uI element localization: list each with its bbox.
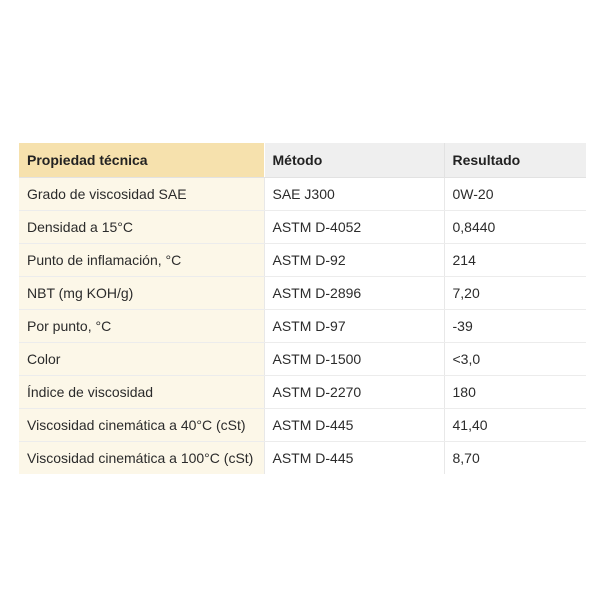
cell-method: ASTM D-1500 <box>264 342 444 375</box>
cell-method: ASTM D-445 <box>264 408 444 441</box>
cell-method: ASTM D-2270 <box>264 375 444 408</box>
cell-result: 8,70 <box>452 449 480 466</box>
cell-result: 41,40 <box>444 408 586 441</box>
table-row <box>19 375 586 408</box>
cell-method: ASTM D-4052 <box>264 210 444 243</box>
cell-property: Densidad a 15°C <box>19 210 264 243</box>
header-row <box>19 143 586 177</box>
table-body <box>19 177 586 474</box>
header-property: Propiedad técnica <box>19 143 264 177</box>
cell-property: Color <box>19 342 264 375</box>
table-row <box>19 210 586 243</box>
cell-property: Viscosidad cinemática a 40°C (cSt) <box>19 408 264 441</box>
table-header <box>19 143 586 177</box>
table-row <box>19 276 586 309</box>
cell-result: 214 <box>444 243 586 276</box>
cell-result: 0,8440 <box>444 210 586 243</box>
table-row <box>19 342 586 375</box>
cell-property: Punto de inflamación, °C <box>19 243 264 276</box>
cell-property: Por punto, °C <box>19 309 264 342</box>
cell-result: <3,0 <box>444 342 586 375</box>
technical-properties-table <box>19 143 586 474</box>
cell-method: ASTM D-2896 <box>264 276 444 309</box>
cell-property: Viscosidad cinemática a 100°C (cSt) <box>19 441 264 474</box>
header-result: Resultado <box>444 143 586 177</box>
cell-property: NBT (mg KOH/g) <box>19 276 264 309</box>
table-row <box>19 177 586 210</box>
cell-result: 0W-20 <box>444 177 586 210</box>
table-row <box>19 309 586 342</box>
table-row <box>19 243 586 276</box>
cell-property: Grado de viscosidad SAE <box>19 177 264 210</box>
cell-result: 7,20 <box>444 276 586 309</box>
cell-method: SAE J300 <box>264 177 444 210</box>
cell-method: ASTM D-445 <box>264 441 444 474</box>
table-row <box>19 408 586 441</box>
cell-result: 180 <box>444 375 586 408</box>
cell-method: ASTM D-92 <box>264 243 444 276</box>
table-row <box>19 441 586 474</box>
cell-result: -39 <box>444 309 586 342</box>
cell-method: ASTM D-97 <box>264 309 444 342</box>
cell-property: Índice de viscosidad <box>19 375 264 408</box>
header-method: Método <box>264 143 444 177</box>
